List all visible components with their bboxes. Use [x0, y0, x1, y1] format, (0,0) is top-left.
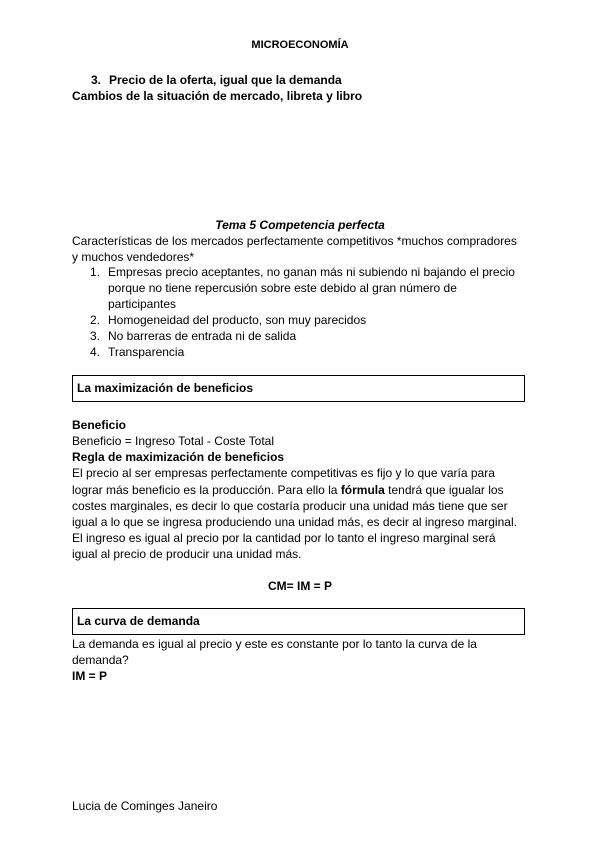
- paragraph-line-3: costes marginales, es decir lo que costaría producir una unidad más tiene que ser: [72, 499, 508, 513]
- equation-im-p: IM = P: [72, 669, 108, 683]
- intro-item-number: 3.: [91, 73, 102, 87]
- paragraph-line-4: igual a lo que se ingresa produciendo una unidad más, es decir al ingreso marginal.: [72, 515, 517, 529]
- regla-title: Regla de maximización de beneficios: [72, 450, 285, 464]
- demand-line-2: demanda?: [72, 653, 129, 667]
- characteristics-list: [72, 264, 532, 360]
- footer-author: Lucia de Cominges Janeiro: [72, 799, 218, 813]
- demand-line-1: La demanda es igual al precio y este es constante por lo tanto la curva de la: [72, 637, 477, 651]
- paragraph-line-6: igual al precio de producir una unidad más.: [72, 547, 302, 561]
- characteristics-intro-line-2: y muchos vendedores*: [72, 250, 195, 264]
- list-item: 2. Homogeneidad del producto, son muy parecidos: [90, 313, 367, 327]
- beneficio-formula: Beneficio = Ingreso Total - Coste Total: [72, 434, 275, 448]
- list-item: 3. No barreras de entrada ni de salida: [90, 329, 297, 343]
- intro-item-text: Precio de la oferta, igual que la demanda: [109, 73, 342, 87]
- paragraph-line-5: El ingreso es igual al precio por la cantidad por lo tanto el ingreso marginal será: [72, 531, 496, 545]
- paragraph-line-1: El precio al ser empresas perfectamente competitivas es fijo y lo que varía para: [72, 466, 495, 480]
- section-heading-demanda: La curva de demanda: [72, 608, 525, 635]
- document-title: MICROECONOMÍA: [251, 39, 349, 51]
- section-heading-maximizacion: La maximización de beneficios: [72, 375, 525, 402]
- formula-emphasis: fórmula: [340, 483, 385, 497]
- characteristics-intro-line-1: Características de los mercados perfectamente competitivos *muchos compradores: [72, 234, 517, 248]
- beneficio-title: Beneficio: [72, 418, 127, 432]
- intro-subtitle: Cambios de la situación de mercado, libreta y libro: [72, 89, 363, 103]
- paragraph-line-2: lograr más beneficio es la producción. Para ello la fórmula tendrá que igualar los: [72, 483, 504, 497]
- list-item: 4. Transparencia: [90, 345, 185, 359]
- topic-title: Tema 5 Competencia perfecta: [215, 218, 385, 232]
- list-item: 1. Empresas precio aceptantes, no ganan más ni subiendo ni bajando el precio porque no tiene repercusión sobre este debido al gran número de participantes: [90, 265, 515, 311]
- equation-cm-im-p: CM= IM = P: [267, 579, 332, 593]
